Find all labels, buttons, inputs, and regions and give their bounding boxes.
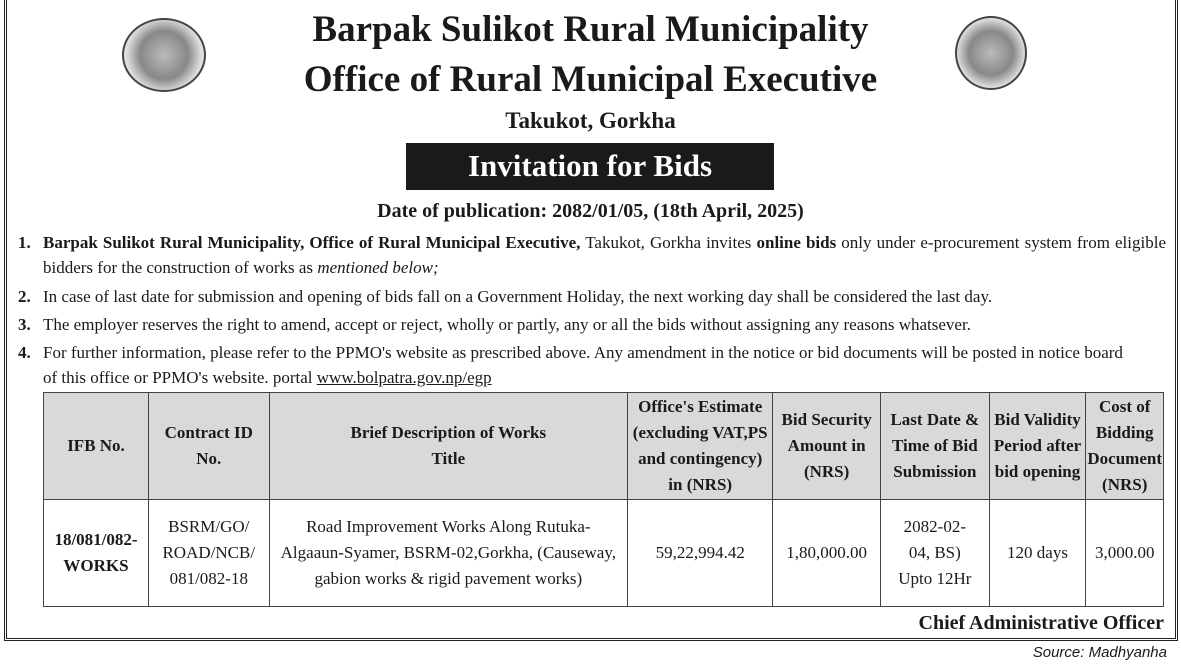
header-contract-id: Contract ID No. [149,393,269,500]
header-last-date: Last Date & Time of Bid Submission [881,393,990,500]
table-header-row [44,393,1164,500]
point-1: 1. Barpak Sulikot Rural Municipality, Office of Rural Municipal Executive, Takukot, Gorkha invites online bids only under e-procurement system from eligible bidders for the construction of works as mentioned below; [18,233,1166,277]
bids-table [43,392,1164,607]
municipality-title: Barpak Sulikot Rural Municipality [312,9,869,50]
bolpatra-link[interactable]: www.bolpatra.gov.np/egp [316,368,492,387]
point-3: 3. The employer reserves the right to amend, accept or reject, wholly or partly, any or all the bids without assigning any reasons whatsever. [18,315,971,334]
header-cost-document: Cost of Bidding Document (NRS) [1086,393,1164,500]
table-row: 18/081/082-WORKS BSRM/GO/ ROAD/NCB/ 081/082-18 Road Improvement Works Along Rutuka-Algaaun-Syamer, BSRM-02,Gorkha, (Causeway, gabion works & rigid pavement works) 59,22,994.42 1,80,000.00 2082-02-04, BS) Upto 12Hr 120 days 3,000.00 [44,500,1164,607]
point-4: 4. For further information, please refer to the PPMO's website as prescribed above. Any amendment in the notice or bid documents will be posted in notice board of this office or PPMO's website. portal www.bolpatra.gov.np/egp [18,343,1123,387]
header-estimate: Office's Estimate (excluding VAT,PS and contingency) in (NRS) [628,393,773,500]
signature: Chief Administrative Officer [918,612,1164,634]
invitation-banner: Invitation for Bids [406,143,774,190]
point-2: 2. In case of last date for submission and opening of bids fall on a Government Holiday, the next working day shall be considered the last day. [18,287,993,306]
header-ifb-no: IFB No. [44,393,149,500]
header-bid-security: Bid Security Amount in (NRS) [773,393,881,500]
header-description: Brief Description of Works Title [269,393,628,500]
office-title: Office of Rural Municipal Executive [303,59,878,100]
header-bid-validity: Bid Validity Period after bid opening [989,393,1086,500]
location: Takukot, Gorkha [505,108,676,133]
publication-date: Date of publication: 2082/01/05, (18th April, 2025) [377,200,804,222]
source-credit: Source: Madhyanha [1032,644,1167,661]
